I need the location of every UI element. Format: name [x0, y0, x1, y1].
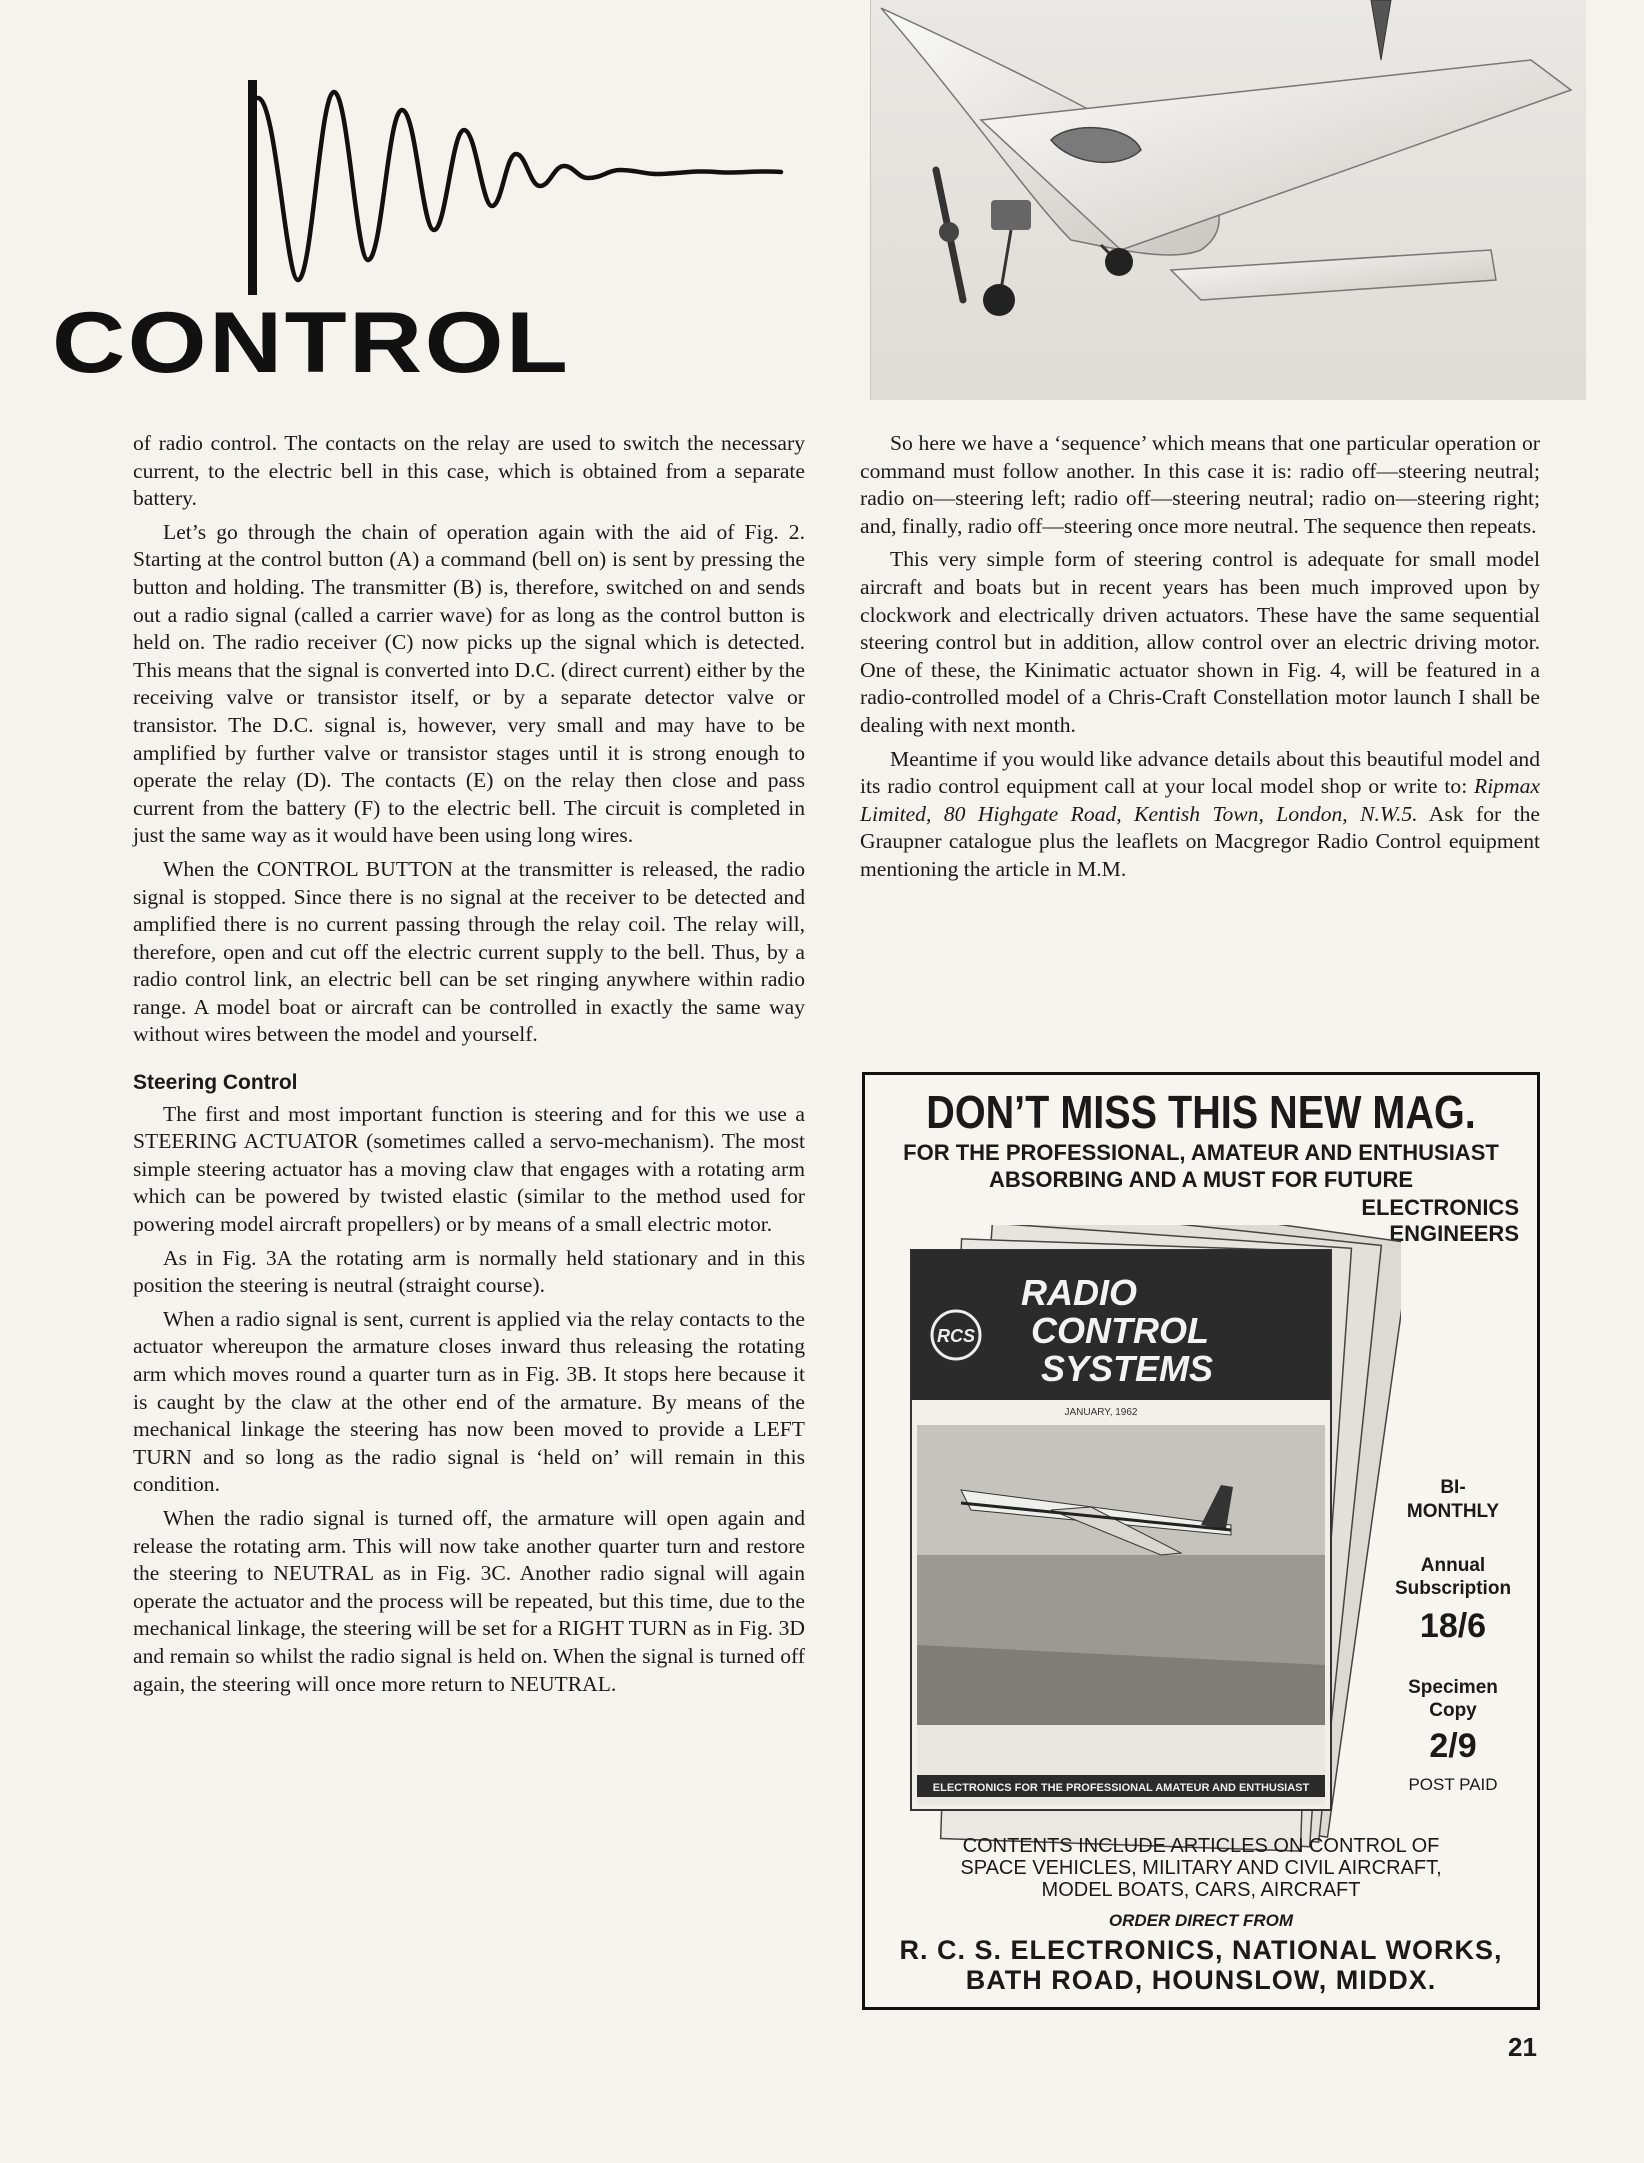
advert-annual-label: Annual	[1420, 1555, 1486, 1576]
advert-annual-price: 18/6	[1419, 1607, 1487, 1645]
paragraph: When the CONTROL BUTTON at the transmitter is released, the radio signal is stopped. Since there is no signal at the receiver to be detected and amplified there is no current passing through the relay coil. The relay will, therefore, open and cut off the electric current supply to the bell. Thus, by a radio control link, an electric bell can be set ringing anywhere within radio range. A model boat or aircraft can be controlled in exactly the same way without wires between the model and yourself.	[133, 856, 805, 1047]
advert-bimonthly: BI-	[1440, 1477, 1466, 1498]
advert-address: R. C. S. ELECTRONICS, NATIONAL WORKS,	[899, 1935, 1503, 1965]
advert-headline: DON’T MISS THIS NEW MAG.	[926, 1086, 1476, 1138]
magazine-logo: RCS	[936, 1326, 976, 1346]
advert-subline: ABSORBING AND A MUST FOR FUTURE	[988, 1167, 1414, 1192]
article-left-column	[133, 430, 805, 1704]
magazine-banner: ELECTRONICS FOR THE PROFESSIONAL AMATEUR AND ENTHUSIAST	[932, 1782, 1310, 1794]
contact-text-after: Ask for the Graupner catalogue plus the leaflets on Macgregor Radio Control equipment mentioning the article in M.M.	[860, 801, 1541, 881]
advert-order-label: ORDER DIRECT FROM	[1108, 1911, 1294, 1930]
model-aircraft-image	[871, 0, 1586, 400]
advert-contents: CONTENTS INCLUDE ARTICLES ON CONTROL OF	[962, 1835, 1440, 1857]
model-aircraft-photo	[870, 0, 1586, 400]
paragraph: of radio control. The contacts on the relay are used to switch the necessary current, to the electric bell in this case, which is obtained from a separate battery.	[133, 431, 805, 511]
subheading-steering-control: Steering Control	[133, 1071, 298, 1095]
advert-post-paid: POST PAID	[1408, 1775, 1498, 1794]
advert-subline: ENGINEERS	[1389, 1221, 1519, 1246]
advert-contents: MODEL BOATS, CARS, AIRCRAFT	[1041, 1879, 1361, 1901]
paragraph: The first and most important function is steering and for this we use a STEERING ACTUATOR (sometimes called a servo-mechanism). The most simple steering actuator has a moving claw that engages with a rotating arm which can be powered by twisted elastic (similar to the method used for powering model aircraft propellers) or by means of a small electric motor.	[133, 1101, 805, 1237]
advert-subline: FOR THE PROFESSIONAL, AMATEUR AND ENTHUSIAST	[903, 1140, 1499, 1165]
magazine-title-line: SYSTEMS	[1041, 1348, 1214, 1389]
paragraph: When a radio signal is sent, current is applied via the relay contacts to the actuator whereupon the armature closes inward thus releasing the rotating arm which moves round a quarter turn as in Fig. 3B. It stops here because it is caught by the claw at the other end of the armature. By means of the mechanical linkage the steering has now been moved to provide a LEFT TURN and so long as the radio signal is ‘held on’ will remain in this condition.	[133, 1306, 805, 1497]
contact-text-before: Meantime if you would like advance details about this beautiful model and its radio control equipment call at your local model shop or write to:	[860, 746, 1540, 799]
advert-subline: ELECTRONICS	[1361, 1195, 1519, 1220]
paragraph-contact	[860, 746, 1540, 884]
advert-address: BATH ROAD, HOUNSLOW, MIDDX.	[965, 1965, 1437, 1995]
advert-specimen-label: Specimen	[1408, 1677, 1498, 1698]
article-right-column	[860, 430, 1540, 890]
magazine-issue: JANUARY, 1962	[1064, 1407, 1138, 1418]
magazine-title-line: RADIO	[1021, 1272, 1137, 1313]
advert-specimen-label: Copy	[1429, 1700, 1477, 1721]
wave-graphic	[236, 70, 796, 305]
front-cover	[911, 1250, 1331, 1810]
page-title: CONTROL	[52, 295, 571, 391]
page-number: 21	[1508, 2032, 1537, 2062]
magazine-advert	[862, 1072, 1540, 2010]
magazine-title-line: CONTROL	[1031, 1310, 1209, 1351]
paragraph: As in Fig. 3A the rotating arm is normally held stationary and in this position the steering is neutral (straight course).	[133, 1245, 805, 1298]
contact-address: Ripmax Limited, 80 Highgate Road, Kentish Town, London, N.W.5.	[860, 774, 1540, 826]
paragraph: So here we have a ‘sequence’ which means that one particular operation or command must follow another. In this case it is: radio off—steering neutral; radio on—steering left; radio off—steering neutral; radio on—steering right; and, finally, radio off—steering once more neutral. The sequence then repeats.	[860, 431, 1540, 538]
advert-annual-label: Subscription	[1394, 1578, 1512, 1599]
advert-contents: SPACE VEHICLES, MILITARY AND CIVIL AIRCRAFT,	[960, 1857, 1442, 1879]
advert-bimonthly: MONTHLY	[1406, 1501, 1500, 1522]
paragraph: This very simple form of steering control is adequate for small model aircraft and boats but in recent years has been much improved upon by clockwork and electrically driven actuators. These have the same sequential steering control but in addition, allow control over an electric driving motor. One of these, the Kinimatic actuator shown in Fig. 4, will be featured in a radio-controlled model of a Chris-Craft Constellation motor launch I shall be dealing with next month.	[860, 547, 1540, 737]
advert-specimen-price: 2/9	[1429, 1727, 1477, 1765]
paragraph: When the radio signal is turned off, the armature will open again and release the rotating arm. This will now take another quarter turn and restore the steering to NEUTRAL as in Fig. 3C. Another radio signal will again operate the actuator and the process will be repeated, but this time, due to the mechanical linkage, the steering will be set for a RIGHT TURN as in Fig. 3D and remain so whilst the radio signal is held on. When the signal is turned off again, the steering will once more return to NEUTRAL.	[133, 1505, 805, 1696]
magazine-cover-stack	[901, 1225, 1401, 1885]
paragraph: Let’s go through the chain of operation again with the aid of Fig. 2. Starting at the control button (A) a command (bell on) is sent by pressing the button and holding. The transmitter (B) is, therefore, switched on and sends out a radio signal (called a carrier wave) for as long as the control button is held on. The radio receiver (C) now picks up the signal which is detected. This means that the signal is converted into D.C. (direct current) either by the receiving valve or transistor itself, or by a separate detector valve or transistor. The D.C. signal is, however, very small and may have to be amplified by further valve or transistor stages until it is strong enough to operate the relay (D). The contacts (E) on the relay then close and pass current from the battery (F) to the electric bell. The circuit is completed in just the same way as it would have been using long wires.	[133, 519, 805, 848]
